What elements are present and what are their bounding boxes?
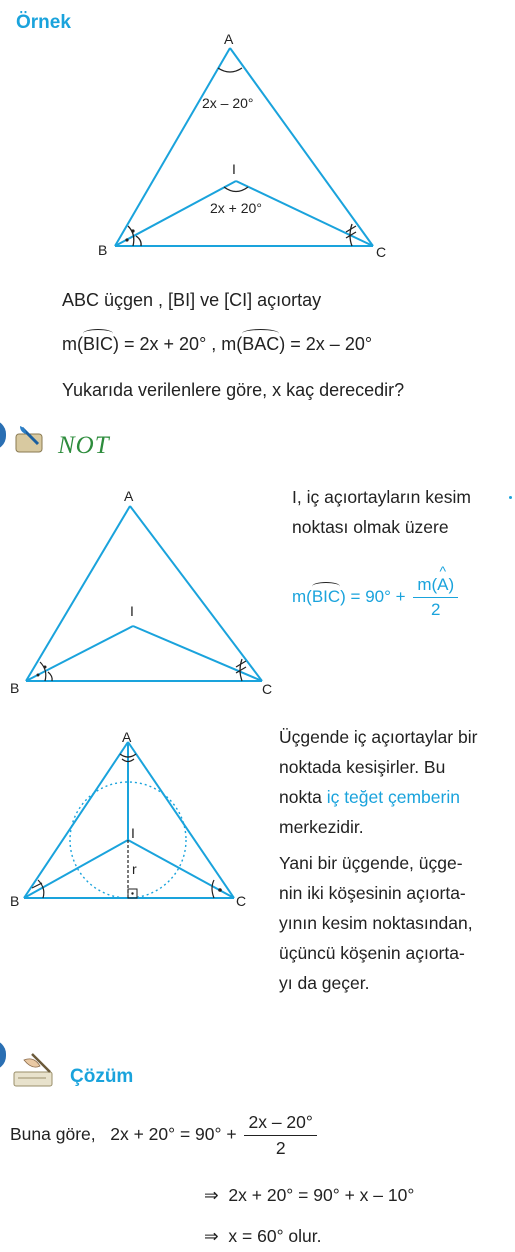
n1-vertex-a-label: A [124, 488, 134, 504]
n2-vertex-b-label: B [10, 893, 20, 909]
note-triangle-figure-2 [8, 728, 266, 916]
n2-vertex-a-label: A [122, 729, 132, 745]
arc-bac: BAC [242, 334, 280, 354]
vertex-c-label: C [376, 244, 387, 260]
question-line-3: Yukarıda verilenlere göre, x kaç derecedir? [62, 380, 405, 400]
note-triangle-figure-1 [8, 486, 278, 698]
side-ac [230, 48, 373, 246]
note-title: NOT [58, 432, 110, 459]
question-line-1: ABC üçgen , [BI] ve [CI] açıortay [62, 290, 322, 310]
note-text-2: Üçgende iç açıortaylar bir noktada kesişirler. Bu nokta iç teğet çemberin merkezidir. Yani bir üçgende, üçge- nin iki köşesinin açıorta- yının kesim noktasından, üçüncü köşenin açıorta- yı da geçer. [279, 727, 478, 993]
note-text-1: I, iç açıortayların kesim noktası olmak üzere [292, 487, 471, 537]
example-title: Örnek [16, 12, 71, 33]
solution-line-1: Buna göre, 2x + 20° = 90° + $\frac{2x - 20^\circ}{2}$ [10, 1112, 320, 1159]
note-tab-marker [0, 420, 6, 450]
n1-vertex-c-label: C [262, 681, 273, 697]
solution-tab-marker [0, 1040, 6, 1070]
side-ab [115, 48, 230, 246]
n1-vertex-i-label: I [130, 603, 134, 619]
vertex-a-label: A [224, 31, 234, 47]
n2-vertex-c-label: C [236, 893, 247, 909]
vertex-b-label: B [98, 242, 108, 258]
angle-i-value: 2x + 20° [210, 200, 262, 216]
implies-arrow: ⇒ [204, 1226, 219, 1246]
solution-line-3: ⇒ x = 60° olur. [204, 1226, 322, 1246]
question-line-2: m(BIC) = 2x + 20° , m(BAC) = 2x – 20° [62, 334, 373, 354]
margin-dot [509, 496, 512, 499]
scroll-quill-icon [12, 424, 48, 458]
bisector-formula: m(BIC) = 90° + $\frac{m(\^{} A)}{2}$ [292, 575, 461, 620]
angle-i-arc [224, 187, 248, 192]
implies-arrow: ⇒ [204, 1185, 219, 1205]
angle-a-arc [218, 68, 242, 72]
solution-title: Çözüm [70, 1066, 134, 1087]
example-triangle-figure [90, 28, 400, 263]
angle-a-value: 2x – 20° [202, 95, 254, 111]
arc-bic: BIC [83, 334, 114, 354]
solution-line-2: ⇒ 2x + 20° = 90° + x – 10° [204, 1185, 415, 1205]
vertex-i-label: I [232, 161, 236, 177]
n2-radius-label: r [132, 861, 137, 877]
n2-vertex-i-label: I [131, 825, 135, 841]
writing-hand-icon [10, 1050, 60, 1090]
n1-vertex-b-label: B [10, 680, 20, 696]
